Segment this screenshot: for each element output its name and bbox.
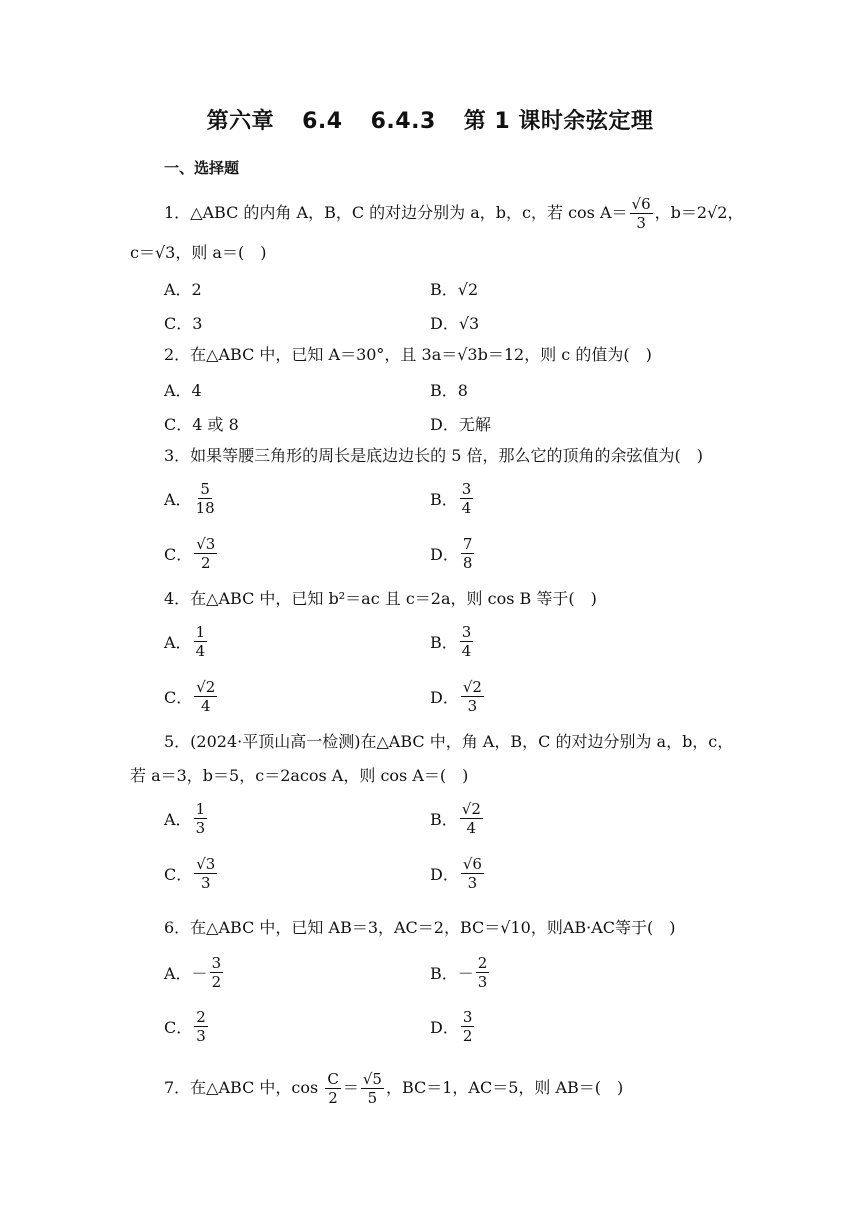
title-subsection: 6.4.3: [370, 109, 436, 134]
question-5-line-2: 若 a＝3，b＝5，c＝2acos A，则 cos A＝( ): [130, 766, 469, 785]
q7-eq: ＝: [342, 1078, 359, 1097]
q1-option-c[interactable]: C．3: [164, 314, 203, 333]
q4-d-label: D．: [430, 688, 459, 707]
q2-option-d[interactable]: D．无解: [430, 415, 491, 434]
q7-frac1-den: 2: [328, 1089, 338, 1107]
question-7: [164, 1070, 623, 1107]
page-title: [0, 104, 860, 135]
q6-d-num: 3: [462, 1008, 473, 1026]
q5-option-a[interactable]: [164, 800, 209, 837]
q3-d-label: D．: [430, 545, 459, 564]
q7-text-b: ，BC＝1，AC＝5，则 AB＝( ): [385, 1078, 624, 1097]
q1-option-b[interactable]: B．√2: [430, 280, 479, 299]
q1-frac-num: √6: [631, 195, 651, 213]
q1-option-d[interactable]: D．√3: [430, 314, 480, 333]
q5-d-frac: [461, 855, 484, 892]
q3-c-frac: [194, 535, 217, 572]
q6-d-frac: [461, 1008, 475, 1045]
q5-a-label: A．: [164, 810, 192, 829]
q6-d-label: D．: [430, 1018, 459, 1037]
q3-d-num: 7: [462, 535, 473, 553]
q3-option-c[interactable]: [164, 535, 219, 572]
q5-b-num: √2: [461, 800, 481, 818]
section-heading: 一、选择题: [164, 159, 240, 177]
q3-option-b[interactable]: [430, 480, 475, 517]
title-section: 6.4: [302, 109, 343, 134]
q6-d-den: 2: [462, 1027, 473, 1045]
q4-option-c[interactable]: [164, 678, 219, 715]
q6-b-label: B．－: [430, 964, 474, 983]
q3-d-frac: [461, 535, 475, 572]
q4-option-a[interactable]: [164, 623, 209, 660]
q1-fraction: [630, 195, 653, 232]
q5-option-d[interactable]: [430, 855, 486, 892]
q2-option-c[interactable]: C．4 或 8: [164, 415, 239, 434]
q1-frac-den: 3: [636, 214, 646, 232]
question-5-line-1: 5．(2024·平顶山高一检测)在△ABC 中，角 A，B，C 的对边分别为 a，b，c，: [164, 732, 734, 751]
q4-a-num: 1: [195, 623, 206, 641]
q3-c-den: 2: [201, 554, 211, 572]
q4-d-frac: [461, 678, 484, 715]
q3-a-den: 18: [195, 499, 215, 517]
question-1-line-2: c＝√3，则 a＝( ): [130, 243, 267, 262]
q1-text-a: △ABC 的内角 A，B，C 的对边分别为 a，b，c，若 cos A＝: [190, 203, 628, 222]
q5-a-frac: [194, 800, 208, 837]
q6-b-den: 3: [477, 973, 488, 991]
q6-option-b[interactable]: [430, 954, 491, 991]
q6-c-num: 2: [196, 1008, 206, 1026]
q5-a-num: 1: [195, 800, 206, 818]
q5-d-label: D．: [430, 865, 459, 884]
q5-option-c[interactable]: [164, 855, 219, 892]
q3-a-frac: [194, 480, 217, 517]
q1-number: 1．: [164, 203, 191, 222]
q2-option-b[interactable]: B．8: [430, 381, 468, 400]
question-3: 3．如果等腰三角形的周长是底边边长的 5 倍，那么它的顶角的余弦值为( ): [164, 446, 704, 465]
q3-b-den: 4: [461, 499, 472, 517]
q4-a-frac: [194, 623, 208, 660]
q6-option-d[interactable]: [430, 1008, 476, 1045]
q3-a-num: 5: [200, 480, 210, 498]
q5-c-frac: [194, 855, 217, 892]
q6-a-den: 2: [211, 973, 222, 991]
q3-b-num: 3: [461, 480, 472, 498]
q6-c-frac: [194, 1008, 208, 1045]
q3-c-label: C．: [164, 545, 193, 564]
q6-a-label: A．－: [164, 964, 208, 983]
q3-d-den: 8: [462, 554, 473, 572]
q5-c-num: √3: [196, 855, 216, 873]
q3-option-a[interactable]: [164, 480, 219, 517]
q7-frac2-den: 5: [367, 1089, 378, 1107]
q5-a-den: 3: [195, 819, 206, 837]
q4-b-frac: [460, 623, 474, 660]
q5-c-label: C．: [164, 865, 193, 884]
question-2: 2．在△ABC 中，已知 A＝30°，且 3a＝√3b＝12，则 c 的值为( ): [164, 345, 652, 364]
title-lesson: 第 1 课时余弦定理: [463, 109, 654, 134]
q4-option-d[interactable]: [430, 678, 486, 715]
q6-option-c[interactable]: [164, 1008, 210, 1045]
q6-b-num: 2: [477, 954, 488, 972]
q6-a-frac: [210, 954, 224, 991]
q4-b-den: 4: [461, 642, 472, 660]
q7-frac1-num: C: [327, 1070, 339, 1088]
question-6: 6．在△ABC 中，已知 AB＝3，AC＝2，BC＝√10，则AB·AC等于( ): [164, 918, 676, 937]
q5-d-num: √6: [462, 855, 482, 873]
q4-option-b[interactable]: [430, 623, 475, 660]
q5-c-den: 3: [201, 874, 211, 892]
q4-b-num: 3: [461, 623, 472, 641]
q6-a-num: 3: [211, 954, 222, 972]
q4-c-label: C．: [164, 688, 193, 707]
title-chapter: 第六章: [206, 109, 275, 134]
q2-option-a[interactable]: A．4: [164, 381, 202, 400]
q4-b-label: B．: [430, 633, 458, 652]
q3-a-label: A．: [164, 490, 192, 509]
q6-b-frac: [476, 954, 490, 991]
q4-d-num: √2: [462, 678, 482, 696]
q3-c-num: √3: [196, 535, 216, 553]
q5-b-den: 4: [466, 819, 477, 837]
q1-text-b: ，b＝2√2，: [654, 203, 744, 222]
q3-b-label: B．: [430, 490, 458, 509]
q4-c-frac: [194, 678, 217, 715]
q4-a-den: 4: [195, 642, 206, 660]
q6-c-label: C．: [164, 1018, 193, 1037]
q7-frac-1: [325, 1070, 340, 1107]
q1-option-a[interactable]: A．2: [164, 280, 202, 299]
q7-text-a: 7．在△ABC 中，cos: [164, 1078, 324, 1097]
q5-d-den: 3: [467, 874, 478, 892]
q4-d-den: 3: [467, 697, 478, 715]
q5-b-frac: [460, 800, 483, 837]
q4-c-num: √2: [196, 678, 216, 696]
q3-option-d[interactable]: [430, 535, 476, 572]
q4-c-den: 4: [201, 697, 211, 715]
question-1-line-1: [164, 195, 743, 232]
q5-b-label: B．: [430, 810, 458, 829]
q6-c-den: 3: [196, 1027, 206, 1045]
q3-b-frac: [460, 480, 474, 517]
q4-a-label: A．: [164, 633, 192, 652]
q7-frac-2: [361, 1070, 384, 1107]
question-4: 4．在△ABC 中，已知 b²＝ac 且 c＝2a，则 cos B 等于( ): [164, 589, 597, 608]
q6-option-a[interactable]: [164, 954, 225, 991]
q7-frac2-num: √5: [362, 1070, 382, 1088]
q5-option-b[interactable]: [430, 800, 485, 837]
